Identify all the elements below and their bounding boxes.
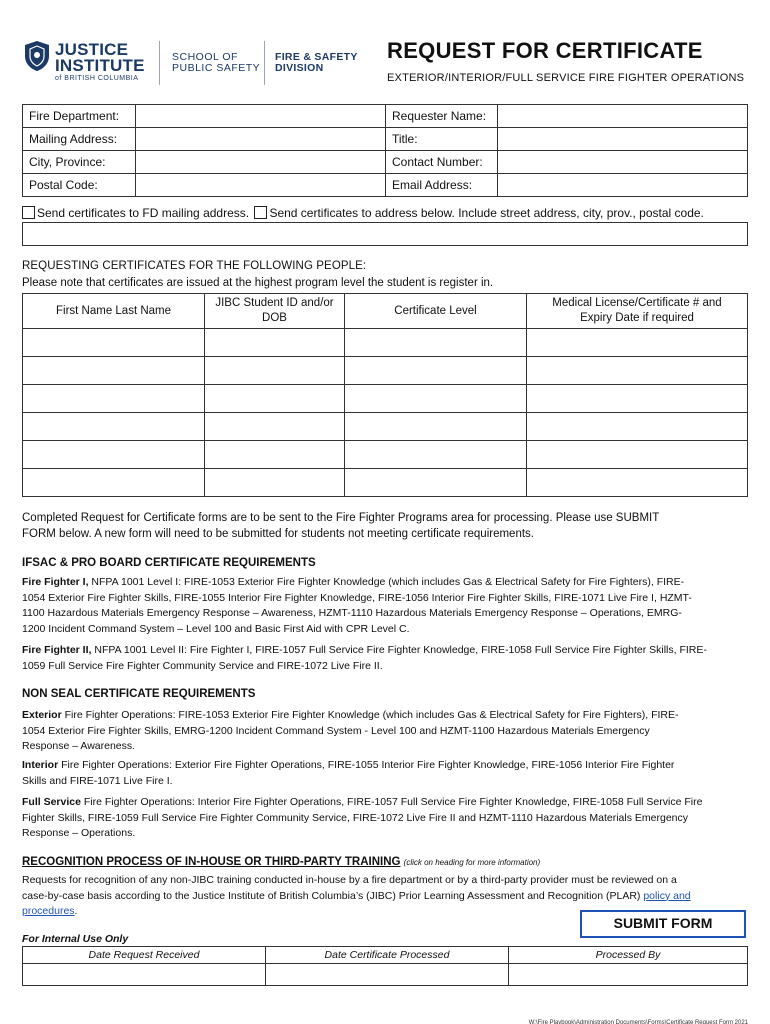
- logo-name-line1: JUSTICE: [55, 40, 129, 59]
- table-row: [23, 385, 748, 413]
- medical-cell[interactable]: [527, 413, 748, 441]
- internal-use-table: [22, 946, 748, 986]
- exterior-requirements: [22, 708, 752, 755]
- ff2-label: Fire Fighter II,: [22, 644, 92, 656]
- name-cell[interactable]: [23, 413, 205, 441]
- ff2-line2: 1059 Full Service Fire Fighter Community Service and FIRE-1072 Live Fire II.: [22, 659, 383, 672]
- recognition-heading-link[interactable]: RECOGNITION PROCESS OF IN-HOUSE OR THIRD-PARTY TRAINING: [22, 856, 401, 868]
- date-processed-header: Date Certificate Processed: [266, 947, 509, 964]
- requesting-heading: REQUESTING CERTIFICATES FOR THE FOLLOWING PEOPLE:: [22, 260, 367, 272]
- shield-icon: [24, 40, 50, 72]
- city-province-label: City, Province:: [23, 151, 136, 174]
- full-service-label: Full Service: [22, 796, 81, 808]
- table-row: [23, 329, 748, 357]
- people-table: [22, 293, 748, 497]
- medical-cell[interactable]: [527, 469, 748, 497]
- col-name-header: First Name Last Name: [23, 294, 205, 329]
- date-received-header: Date Request Received: [23, 947, 266, 964]
- id-cell[interactable]: [205, 329, 345, 357]
- medical-cell[interactable]: [527, 357, 748, 385]
- divider: [264, 41, 265, 85]
- table-header-row: [23, 294, 748, 329]
- completed-note: [22, 510, 752, 542]
- col-level-header: Certificate Level: [345, 294, 527, 329]
- date-received-field[interactable]: [23, 964, 266, 986]
- processed-by-header: Processed By: [509, 947, 748, 964]
- requester-name-label: Requester Name:: [386, 105, 498, 128]
- ff2-line1: NFPA 1001 Level II: Fire Fighter I, FIRE-1057 Full Service Fire Fighter Knowledge, FIRE-1058 Full Service Fire Fighter Skills, FIRE-: [91, 644, 707, 656]
- exterior-line3: Response – Awareness.: [22, 740, 136, 752]
- col-medical-line2: Expiry Date if required: [580, 312, 694, 324]
- policy-link[interactable]: policy and: [643, 889, 691, 902]
- level-cell[interactable]: [345, 469, 527, 497]
- date-processed-field[interactable]: [266, 964, 509, 986]
- full-service-requirements: [22, 795, 752, 842]
- id-cell[interactable]: [205, 413, 345, 441]
- ff1-requirements: [22, 575, 752, 637]
- exterior-line2: 1054 Exterior Fire Fighter Skills, EMRG-1200 Incident Command System - Level 100 and HZMT-1100 Hazardous Materials Emergency: [22, 724, 650, 737]
- recognition-line3-end: .: [74, 905, 78, 917]
- division-line2: DIVISION: [275, 62, 324, 74]
- ff1-line1: NFPA 1001 Level I: FIRE-1053 Exterior Fire Fighter Knowledge (which includes Gas & Electrical Safety for Fire Fighters), FIRE-: [88, 576, 685, 588]
- internal-use-label: For Internal Use Only: [22, 933, 129, 945]
- col-id-line2: DOB: [262, 312, 287, 324]
- id-cell[interactable]: [205, 357, 345, 385]
- table-row: [23, 441, 748, 469]
- id-cell[interactable]: [205, 469, 345, 497]
- ff1-line4: 1200 Incident Command System – Level 100 and Basic First Aid with CPR Level C.: [22, 622, 410, 635]
- file-path-footer: W:\Fire Playbook\Administration Documents\Forms\Certificate Request Form 2021: [528, 1020, 748, 1024]
- name-cell[interactable]: [23, 441, 205, 469]
- ff1-line3: 1100 Hazardous Materials Emergency Response – Awareness, HZMT-1110 Hazardous Materials Emergency Response – Operations, EMRG-: [22, 607, 682, 619]
- send-below-checkbox[interactable]: [254, 206, 267, 219]
- contact-number-field[interactable]: [498, 151, 748, 174]
- mailing-address-field[interactable]: [136, 128, 386, 151]
- nonseal-heading: NON SEAL CERTIFICATE REQUIREMENTS: [22, 688, 256, 700]
- mailing-address-label: Mailing Address:: [23, 128, 136, 151]
- full-service-line1: Fire Fighter Operations: Interior Fire Fighter Operations, FIRE-1057 Full Service Fire Fighter Knowledge, FIRE-1058 Full Service Fire: [80, 796, 703, 808]
- requester-name-field[interactable]: [498, 105, 748, 128]
- send-below-label: Send certificates to address below. Include street address, city, prov., postal code.: [269, 206, 704, 220]
- recognition-line1: Requests for recognition of any non-JIBC training conducted in-house by a fire department or by a third-party provider must be reviewed on a: [22, 874, 677, 886]
- ff1-line2: 1054 Exterior Fire Fighter Skills, FIRE-1055 Interior Fire Fighter Knowledge, FIRE-1056 Interior Fire Fighter Skills, FIRE-1071 Live Fire I, HZMT-: [22, 591, 692, 604]
- exterior-label: Exterior: [22, 709, 62, 721]
- alternate-address-field[interactable]: [22, 222, 748, 246]
- logo-name-line3: of BRITISH COLUMBIA: [55, 75, 139, 82]
- school-line1: SCHOOL OF: [172, 51, 238, 63]
- medical-cell[interactable]: [527, 329, 748, 357]
- page-title: REQUEST FOR CERTIFICATE: [387, 38, 703, 63]
- email-address-field[interactable]: [498, 174, 748, 197]
- name-cell[interactable]: [23, 329, 205, 357]
- medical-cell[interactable]: [527, 441, 748, 469]
- page-subtitle: EXTERIOR/INTERIOR/FULL SERVICE FIRE FIGHTER OPERATIONS: [387, 72, 745, 84]
- jibc-logo: [22, 38, 157, 88]
- table-row: [23, 413, 748, 441]
- level-cell[interactable]: [345, 441, 527, 469]
- ff1-label: Fire Fighter I,: [22, 576, 89, 588]
- name-cell[interactable]: [23, 357, 205, 385]
- send-fd-label: Send certificates to FD mailing address.: [37, 206, 250, 220]
- name-cell[interactable]: [23, 469, 205, 497]
- recognition-note: (click on heading for more information): [403, 858, 541, 867]
- send-fd-checkbox[interactable]: [22, 206, 35, 219]
- interior-label: Interior: [22, 759, 59, 771]
- divider: [159, 41, 160, 85]
- processed-by-field[interactable]: [509, 964, 748, 986]
- name-cell[interactable]: [23, 385, 205, 413]
- full-service-line3: Response – Operations.: [22, 827, 136, 839]
- fire-department-label: Fire Department:: [23, 105, 136, 128]
- requesting-note: Please note that certificates are issued at the highest program level the student is register in.: [22, 277, 494, 289]
- level-cell[interactable]: [345, 385, 527, 413]
- level-cell[interactable]: [345, 413, 527, 441]
- interior-line2: Skills and FIRE-1071 Live Fire I.: [22, 774, 173, 787]
- col-id-header: [205, 294, 345, 329]
- submit-form-button[interactable]: SUBMIT FORM: [580, 910, 746, 938]
- full-service-line2: Fighter Skills, FIRE-1059 Full Service Fire Fighter Community Service, FIRE-1072 Live Fire II and HZMT-1110 Hazardous Materials Emergency: [22, 811, 689, 824]
- col-medical-header: [527, 294, 748, 329]
- exterior-line1: Fire Fighter Operations: FIRE-1053 Exterior Fire Fighter Knowledge (which includes Gas & Electrical Safety for Fire Fighters), FIRE-: [61, 709, 679, 721]
- recognition-line2: case-by-case basis according to the Justice Institute of British Columbia’s (JIBC) Prior Learning Assessment and Recognition (PLAR): [22, 889, 644, 902]
- ifsac-heading: IFSAC & PRO BOARD CERTIFICATE REQUIREMENTS: [22, 557, 316, 569]
- col-id-line1: JIBC Student ID and/or: [215, 297, 334, 309]
- division-label: [275, 52, 358, 74]
- level-cell[interactable]: [345, 357, 527, 385]
- col-medical-line1: Medical License/Certificate # and: [552, 297, 722, 309]
- interior-line1: Fire Fighter Operations: Exterior Fire Fighter Operations, FIRE-1055 Interior Fire Fighter Knowledge, FIRE-1056 Interior Fire Fighter: [58, 759, 675, 771]
- medical-cell[interactable]: [527, 385, 748, 413]
- table-row: [23, 469, 748, 497]
- postal-code-label: Postal Code:: [23, 174, 136, 197]
- id-cell[interactable]: [205, 385, 345, 413]
- page-header: [22, 38, 752, 94]
- recognition-heading-row: [22, 856, 540, 868]
- level-cell[interactable]: [345, 329, 527, 357]
- completed-line2: FORM below. A new form will need to be submitted for students not meeting certificate requirements.: [22, 528, 534, 540]
- procedures-link[interactable]: procedures: [22, 905, 75, 917]
- interior-requirements: [22, 758, 752, 789]
- logo-name-line2: INSTITUTE: [55, 56, 145, 75]
- fire-department-field[interactable]: [136, 105, 386, 128]
- table-row: [23, 357, 748, 385]
- city-province-field[interactable]: [136, 151, 386, 174]
- contact-number-label: Contact Number:: [386, 151, 498, 174]
- school-label: [172, 52, 260, 74]
- id-cell[interactable]: [205, 441, 345, 469]
- title-field[interactable]: [498, 128, 748, 151]
- completed-line1: Completed Request for Certificate forms are to be sent to the Fire Fighter Programs area for processing. Please use SUBMIT: [22, 512, 660, 524]
- postal-code-field[interactable]: [136, 174, 386, 197]
- requester-info-table: [22, 104, 748, 197]
- email-address-label: Email Address:: [386, 174, 498, 197]
- school-line2: PUBLIC SAFETY: [172, 62, 261, 74]
- ff2-requirements: [22, 643, 752, 674]
- send-options: [22, 206, 748, 220]
- division-line1: FIRE & SAFETY: [275, 51, 358, 63]
- title-label: Title:: [386, 128, 498, 151]
